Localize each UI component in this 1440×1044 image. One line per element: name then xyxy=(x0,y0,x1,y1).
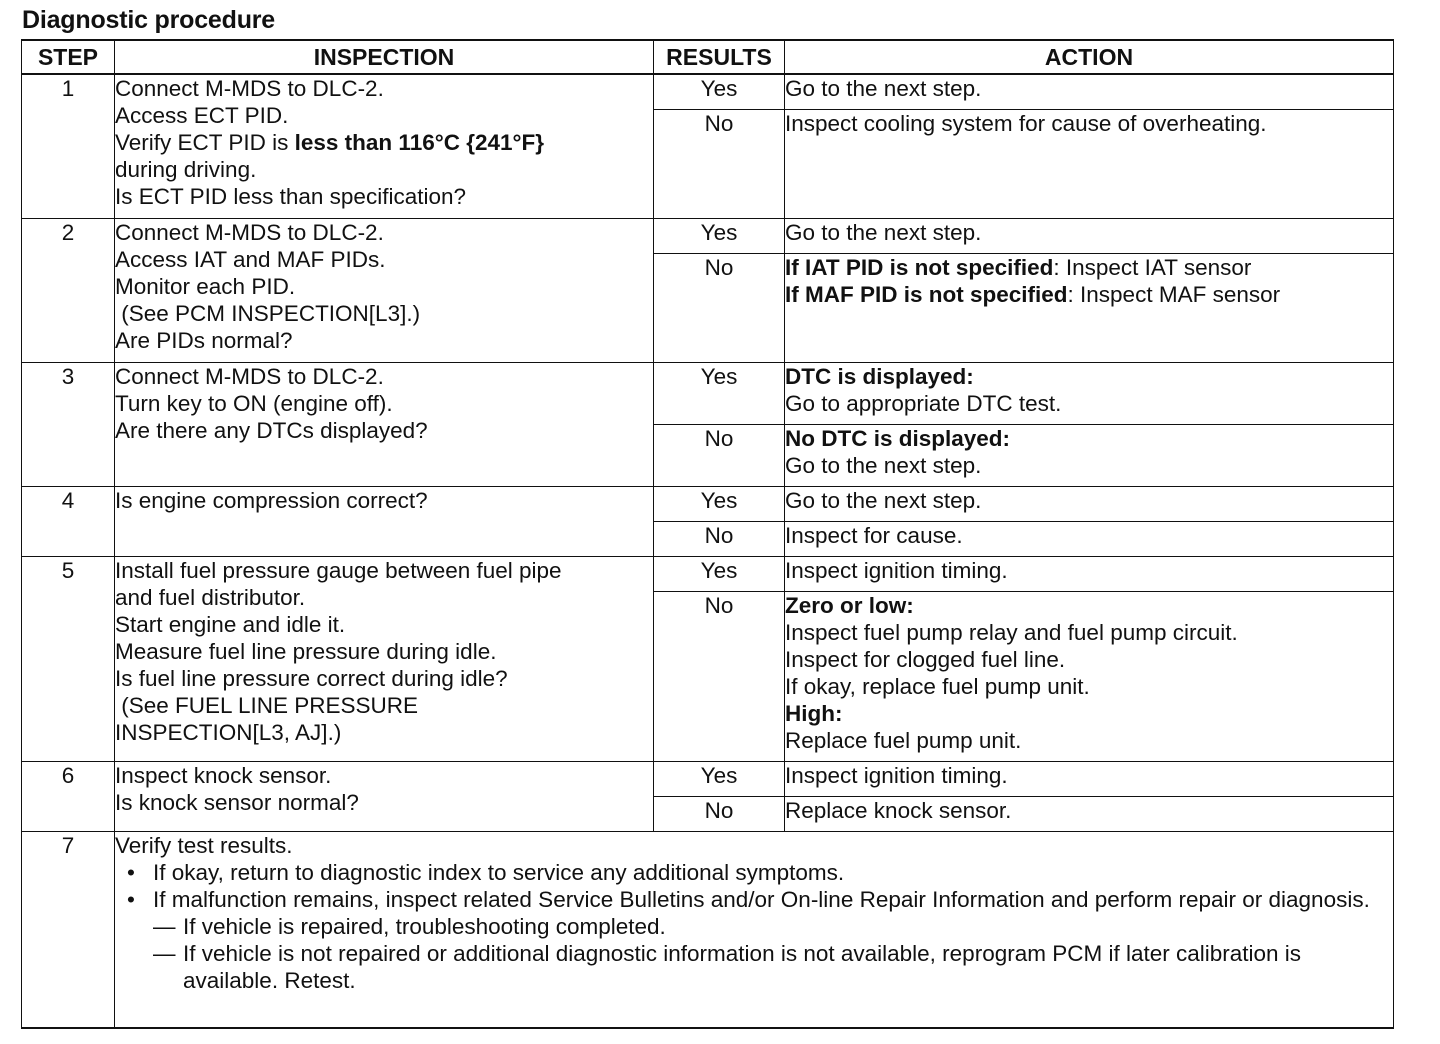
inspection-line: and fuel distributor. xyxy=(115,584,306,610)
action-line: Go to appropriate DTC test. xyxy=(785,390,1062,416)
result-no: No xyxy=(654,796,785,831)
action-cell: Go to the next step. xyxy=(785,74,1394,109)
result-yes: Yes xyxy=(654,761,785,796)
inspection-line: during driving. xyxy=(115,157,257,182)
result-yes: Yes xyxy=(654,556,785,591)
result-no: No xyxy=(654,591,785,761)
bullet-item xyxy=(115,886,1393,994)
condition-label: No DTC is displayed: xyxy=(785,425,1011,451)
inspection-cell xyxy=(115,218,654,362)
inspection-line: Are PIDs normal? xyxy=(115,327,293,353)
action-cell: Inspect for cause. xyxy=(785,521,1394,556)
step-number: 4 xyxy=(22,486,115,556)
action-line: Inspect for clogged fuel line. xyxy=(785,646,1066,672)
inspection-cell xyxy=(115,556,654,761)
dash-list xyxy=(153,913,1393,994)
result-yes: Yes xyxy=(654,362,785,424)
step-number: 6 xyxy=(22,761,115,831)
action-cell: Inspect ignition timing. xyxy=(785,761,1394,796)
inspection-line: (See FUEL LINE PRESSURE xyxy=(115,692,419,718)
inspection-line: INSPECTION[L3, AJ].) xyxy=(115,719,342,745)
condition-label: DTC is displayed: xyxy=(785,363,974,389)
step-number: 3 xyxy=(22,362,115,486)
result-yes: Yes xyxy=(654,486,785,521)
action-line: Replace fuel pump unit. xyxy=(785,727,1022,753)
step-number: 7 xyxy=(22,831,115,1028)
step-number: 1 xyxy=(22,74,115,218)
result-no: No xyxy=(654,521,785,556)
header-row xyxy=(22,40,1394,74)
action-line xyxy=(785,254,1393,281)
action-text: : Inspect MAF sensor xyxy=(1067,281,1281,307)
inspection-line: Install fuel pressure gauge between fuel pipe xyxy=(115,557,562,583)
action-line: Inspect fuel pump relay and fuel pump circuit. xyxy=(785,619,1238,645)
table-row xyxy=(22,831,1394,1028)
result-no: No xyxy=(654,253,785,362)
table-row xyxy=(22,362,1394,424)
inspection-text: Verify ECT PID is xyxy=(115,130,295,155)
inspection-line: Access IAT and MAF PIDs. xyxy=(115,246,386,272)
action-line: If okay, replace fuel pump unit. xyxy=(785,673,1090,699)
verify-intro: Verify test results. xyxy=(115,832,293,858)
inspection-cell xyxy=(115,362,654,486)
specification-value: less than 116°C {241°F} xyxy=(294,130,545,155)
inspection-line: Connect M-MDS to DLC-2. xyxy=(115,219,384,245)
action-cell: Replace knock sensor. xyxy=(785,796,1394,831)
result-no: No xyxy=(654,424,785,486)
table-row xyxy=(22,486,1394,521)
action-line: Go to the next step. xyxy=(785,452,982,478)
result-yes: Yes xyxy=(654,74,785,109)
action-line xyxy=(785,281,1393,308)
action-cell xyxy=(785,253,1394,362)
bullet-text: If malfunction remains, inspect related Service Bulletins and/or On-line Repair Information and perform repair or diagnosis. xyxy=(153,886,1370,912)
condition-label: High: xyxy=(785,700,843,726)
inspection-line: Is engine compression correct? xyxy=(115,487,428,513)
inspection-line: Monitor each PID. xyxy=(115,273,296,299)
inspection-line: Connect M-MDS to DLC-2. xyxy=(115,363,384,389)
inspection-line xyxy=(115,129,653,156)
result-no: No xyxy=(654,109,785,218)
inspection-line: Is knock sensor normal? xyxy=(115,789,359,815)
header-results: RESULTS xyxy=(654,40,785,74)
inspection-line: Start engine and idle it. xyxy=(115,611,346,637)
inspection-line: Is fuel line pressure correct during idle? xyxy=(115,665,508,691)
action-cell: Inspect ignition timing. xyxy=(785,556,1394,591)
action-cell xyxy=(785,424,1394,486)
inspection-line: (See PCM INSPECTION[L3].) xyxy=(115,300,421,326)
inspection-line: Connect M-MDS to DLC-2. xyxy=(115,76,384,101)
inspection-cell xyxy=(115,761,654,831)
page-title: Diagnostic procedure xyxy=(22,6,275,34)
inspection-line: Turn key to ON (engine off). xyxy=(115,390,393,416)
condition-label: Zero or low: xyxy=(785,592,914,618)
bullet-item: • If okay, return to diagnostic index to service any additional symptoms. xyxy=(115,859,1393,886)
action-cell: Go to the next step. xyxy=(785,486,1394,521)
table-row xyxy=(22,556,1394,591)
inspection-cell xyxy=(115,486,654,556)
inspection-line: Access ECT PID. xyxy=(115,103,289,128)
inspection-line: Inspect knock sensor. xyxy=(115,762,332,788)
header-step: STEP xyxy=(22,40,115,74)
action-cell xyxy=(785,362,1394,424)
header-action: ACTION xyxy=(785,40,1394,74)
action-cell xyxy=(785,591,1394,761)
inspection-cell xyxy=(115,74,654,218)
action-cell: Inspect cooling system for cause of overheating. xyxy=(785,109,1394,218)
action-text: : Inspect IAT sensor xyxy=(1053,254,1252,280)
condition-label: If MAF PID is not specified xyxy=(785,281,1068,307)
inspection-line: Are there any DTCs displayed? xyxy=(115,417,428,443)
result-yes: Yes xyxy=(654,218,785,253)
table-row xyxy=(22,74,1394,109)
dash-item: — If vehicle is repaired, troubleshooting completed. xyxy=(153,913,1393,940)
header-inspection: INSPECTION xyxy=(115,40,654,74)
bullet-list xyxy=(115,859,1393,994)
step-number: 2 xyxy=(22,218,115,362)
step-number: 5 xyxy=(22,556,115,761)
inspection-line: Measure fuel line pressure during idle. xyxy=(115,638,497,664)
verify-results-cell xyxy=(115,831,1394,1028)
action-cell: Go to the next step. xyxy=(785,218,1394,253)
inspection-line: Is ECT PID less than specification? xyxy=(115,184,466,209)
dash-item: — If vehicle is not repaired or additional diagnostic information is not available, reprogram PCM if later calibration is available. Retest. xyxy=(153,940,1393,994)
table-row xyxy=(22,218,1394,253)
diagnostic-procedure-table xyxy=(21,39,1394,1029)
condition-label: If IAT PID is not specified xyxy=(785,254,1054,280)
table-row xyxy=(22,761,1394,796)
